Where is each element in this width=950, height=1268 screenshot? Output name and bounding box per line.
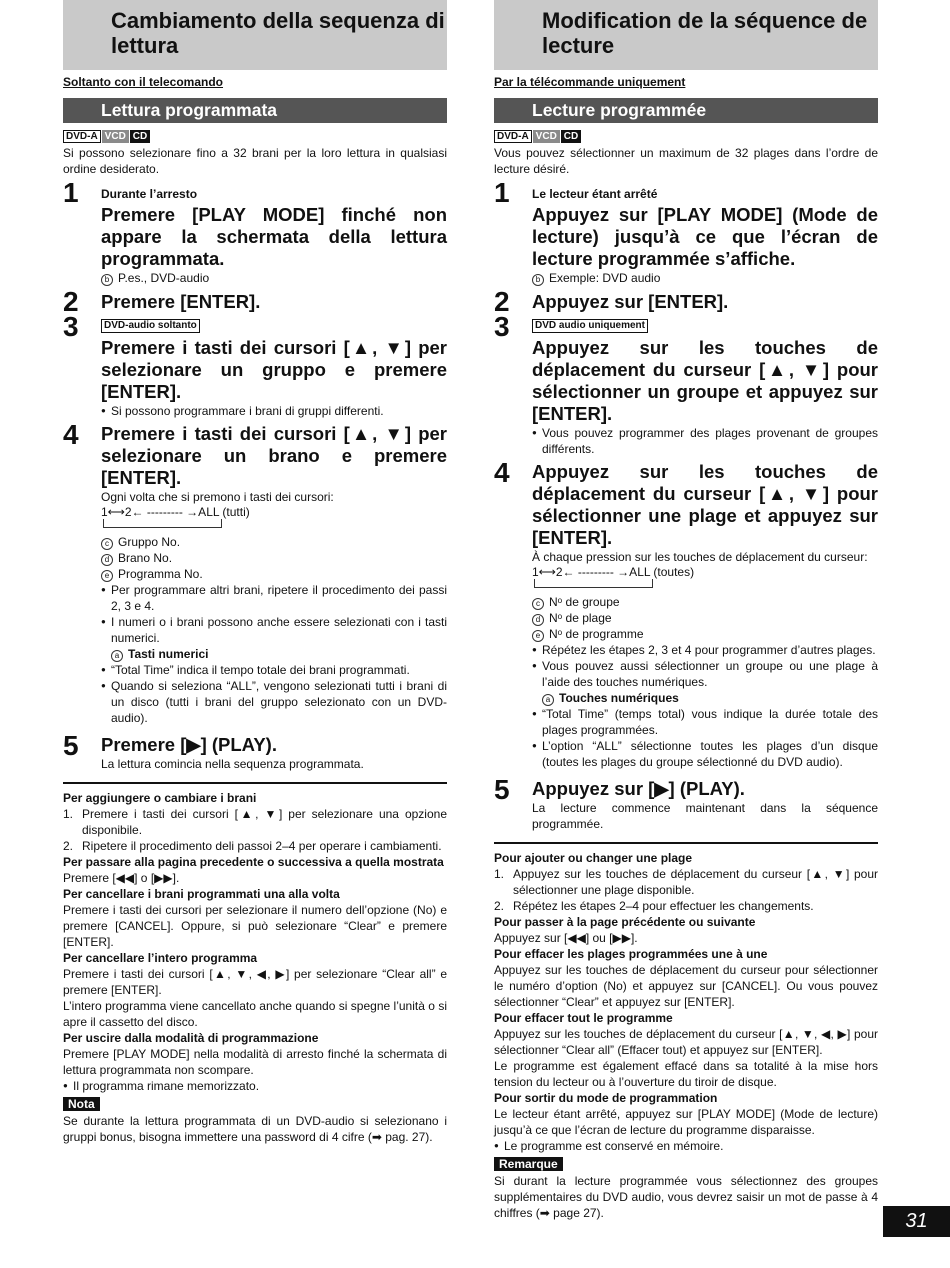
sequence-return-arrow [103, 519, 222, 528]
bullet: ● Quando si seleziona “ALL”, vengono selezionati tutti i brani di un disco (tutti i brani del gruppo selezionato con un DVD-audio). [101, 678, 447, 726]
callout-a-icon: a [542, 694, 554, 706]
step-number: 5 [63, 730, 79, 761]
callout-text: Programma No. [118, 567, 203, 581]
column-french [494, 0, 878, 1221]
subheading: Pour effacer les plages programmées une à une [494, 947, 768, 961]
step-5 [494, 774, 878, 832]
badge-vcd: VCD [102, 130, 129, 143]
paragraph: Appuyez sur [◀◀] ou [▶▶]. [494, 931, 638, 945]
step-2 [63, 286, 447, 317]
step-instruction: Premere [ENTER]. [101, 291, 261, 312]
step-number: 3 [63, 311, 79, 342]
step-instruction: Appuyez sur [ENTER]. [532, 291, 729, 312]
bullet: ● Vous pouvez programmer des plages provenant de groupes différents. [532, 425, 878, 457]
step-number: 1 [63, 177, 79, 208]
subheading: Per cancellare l’intero programma [63, 951, 258, 965]
step-text: À chaque pression sur les touches de déplacement du curseur: [532, 550, 868, 564]
page-title: Cambiamento della sequenza di lettura [63, 0, 447, 70]
bullet: ● Il programma rimane memorizzato. [63, 1078, 447, 1094]
step-number: 4 [63, 419, 79, 450]
step-3 [494, 311, 878, 457]
section-header: Lecture programmée [494, 98, 878, 123]
callout-b-icon: b [532, 274, 544, 286]
paragraph: Appuyez sur les touches de déplacement du curseur [▲, ▼, ◀, ▶] pour sélectionner “Clear all” (Effacer tout) et appuyez sur [ENTER]. [494, 1027, 878, 1057]
step-4 [63, 419, 447, 726]
sequence-diagram: 1⟷2← --------- →ALL (tutti) [101, 505, 250, 519]
remote-only-note: Soltanto con il telecomando [63, 75, 224, 89]
callout-text: Exemple: DVD audio [549, 271, 661, 285]
bullet: ● “Total Time” (temps total) vous indique la durée totale des plages programmées. [532, 706, 878, 738]
step-3 [63, 311, 447, 419]
callout-text: Tasti numerici [128, 647, 209, 661]
callout-b-icon: b [101, 274, 113, 286]
callout-text: Brano No. [118, 551, 173, 565]
callout-text: Nᵒ de plage [549, 611, 612, 625]
dvd-audio-only-tag: DVD audio uniquement [532, 319, 648, 333]
badge-vcd: VCD [533, 130, 560, 143]
step-number: 5 [494, 774, 510, 805]
subheading: Per aggiungere o cambiare i brani [63, 791, 257, 805]
callout-d-icon: d [532, 614, 544, 626]
step-number: 2 [494, 286, 510, 317]
subheading: Per uscire dalla modalità di programmazione [63, 1031, 319, 1045]
subheading: Per passare alla pagina precedente o successiva a quella mostrata [63, 855, 444, 869]
column-italian [63, 0, 447, 1145]
callout-text: Nᵒ de groupe [549, 595, 620, 609]
callout-e-icon: e [532, 630, 544, 642]
badge-dvd-a: DVD-A [63, 130, 101, 143]
disc-badges [494, 130, 878, 145]
step-4 [494, 457, 878, 770]
list-item: 2. Ripetere il procedimento deli passoi 2–4 per operare i cambiamenti. [63, 839, 442, 853]
step-instruction: Premere i tasti dei cursori [▲, ▼] per selezionare un gruppo e premere [ENTER]. [101, 337, 447, 402]
callout-c-icon: c [532, 598, 544, 610]
step-number: 3 [494, 311, 510, 342]
list-item: 1. Premere i tasti dei cursori [▲, ▼] per selezionare una opzione disponibile. [63, 807, 447, 837]
paragraph: Premere [◀◀] o [▶▶]. [63, 871, 180, 885]
step-number: 1 [494, 177, 510, 208]
subheading: Pour effacer tout le programme [494, 1011, 673, 1025]
sequence-return-arrow [534, 579, 653, 588]
step-text: La lettura comincia nella sequenza programmata. [101, 757, 364, 771]
dvd-audio-only-tag: DVD-audio soltanto [101, 319, 200, 333]
step-condition: Le lecteur étant arrêté [532, 187, 658, 201]
step-1 [494, 177, 878, 286]
step-text: La lecture commence maintenant dans la séquence programmée. [532, 801, 878, 831]
step-number: 2 [63, 286, 79, 317]
note-text: Se durante la lettura programmata di un DVD-audio si selezionano i gruppi bonus, bisogna immettere una password di 4 cifre (➡ pag. 27). [63, 1114, 447, 1144]
paragraph: Le programme est également effacé dans sa totalité à la mise hors tension du lecteur ou à l’ouverture du tiroir de disque. [494, 1059, 878, 1089]
step-condition: Durante l’arresto [101, 187, 198, 201]
badge-cd: CD [130, 130, 150, 143]
list-item: 1. Appuyez sur les touches de déplacement du curseur [▲, ▼] pour sélectionner une plage disponible. [494, 867, 878, 897]
bullet: ● Répétez les étapes 2, 3 et 4 pour programmer d’autres plages. [532, 642, 878, 658]
bullet: ● Si possono programmare i brani di gruppi differenti. [101, 403, 447, 419]
intro-text: Vous pouvez sélectionner un maximum de 32 plages dans l’ordre de lecture désiré. [494, 146, 878, 176]
note-text: Si durant la lecture programmée vous sélectionnez des groupes supplémentaires du DVD audio, vous devrez saisir un mot de passe à 4 chiffres (➡ page 27). [494, 1174, 878, 1220]
bullet: ● Vous pouvez aussi sélectionner un groupe ou une plage à l’aide des touches numériques. [532, 658, 878, 690]
section-header: Lettura programmata [63, 98, 447, 123]
sequence-diagram: 1⟷2← --------- →ALL (toutes) [532, 565, 695, 579]
callout-d-icon: d [101, 554, 113, 566]
callout-text: Gruppo No. [118, 535, 181, 549]
subheading: Pour passer à la page précédente ou suivante [494, 915, 756, 929]
note-label: Remarque [494, 1157, 563, 1171]
paragraph: Appuyez sur les touches de déplacement du curseur pour sélectionner le numéro d’option (No) et appuyez sur [CANCEL]. Ou vous pouvez sélectionner “Clear” et appuyez sur [ENTER]. [494, 963, 878, 1009]
subheading: Per cancellare i brani programmati una alla volta [63, 887, 340, 901]
step-instruction: Premere i tasti dei cursori [▲, ▼] per selezionare un brano e premere [ENTER]. [101, 423, 447, 488]
step-text: Ogni volta che si premono i tasti dei cursori: [101, 490, 334, 504]
callout-c-icon: c [101, 538, 113, 550]
badge-dvd-a: DVD-A [494, 130, 532, 143]
divider [63, 782, 447, 784]
subheading: Pour sortir du mode de programmation [494, 1091, 718, 1105]
disc-badges [63, 130, 447, 145]
bullet: ● “Total Time” indica il tempo totale dei brani programmati. [101, 662, 447, 678]
paragraph: Premere i tasti dei cursori [▲, ▼, ◀, ▶] per selezionare “Clear all” e premere [ENTER]. [63, 967, 447, 997]
step-instruction: Appuyez sur [PLAY MODE] (Mode de lecture) jusqu’à ce que l’écran de lecture programmée s’affiche. [532, 204, 878, 269]
step-instruction: Premere [PLAY MODE] finché non appare la schermata della lettura programmata. [101, 204, 447, 269]
list-item: 2. Répétez les étapes 2–4 pour effectuer les changements. [494, 899, 814, 913]
remote-only-note: Par la télécommande uniquement [494, 75, 686, 89]
step-1 [63, 177, 447, 286]
step-instruction: Premere [▶] (PLAY). [101, 734, 277, 755]
badge-cd: CD [561, 130, 581, 143]
bullet: ● Per programmare altri brani, ripetere il procedimento dei passi 2, 3 e 4. [101, 582, 447, 614]
bullet: ● L’option “ALL” sélectionne toutes les plages d’un disque (toutes les plages du groupe sélectionné du DVD audio). [532, 738, 878, 770]
paragraph: Le lecteur étant arrêté, appuyez sur [PLAY MODE] (Mode de lecture) jusqu’à ce que l’écran de lecture du programme disparaisse. [494, 1107, 878, 1137]
subheading: Pour ajouter ou changer une plage [494, 851, 693, 865]
callout-text: P.es., DVD-audio [118, 271, 210, 285]
paragraph: Premere [PLAY MODE] nella modalità di arresto finché la schermata di lettura programmata non scompare. [63, 1047, 447, 1077]
note-label: Nota [63, 1097, 100, 1111]
callout-text: Touches numériques [559, 691, 679, 705]
step-instruction: Appuyez sur [▶] (PLAY). [532, 778, 745, 799]
step-instruction: Appuyez sur les touches de déplacement du curseur [▲, ▼] pour sélectionner une plage et appuyez sur [ENTER]. [532, 461, 878, 548]
bullet: ● Le programme est conservé en mémoire. [494, 1138, 878, 1154]
callout-a-icon: a [111, 650, 123, 662]
step-5 [63, 730, 447, 772]
page-number: 31 [883, 1206, 950, 1237]
bullet: ● I numeri o i brani possono anche essere selezionati con i tasti numerici. [101, 614, 447, 646]
callout-e-icon: e [101, 570, 113, 582]
callout-text: Nᵒ de programme [549, 627, 644, 641]
step-instruction: Appuyez sur les touches de déplacement du curseur [▲, ▼] pour sélectionner un groupe et appuyez sur [ENTER]. [532, 337, 878, 424]
paragraph: L’intero programma viene cancellato anche quando si spegne l’unità o si apre il cassetto del disco. [63, 999, 447, 1029]
step-2 [494, 286, 878, 317]
intro-text: Si possono selezionare fino a 32 brani per la loro lettura in qualsiasi ordine desiderato. [63, 146, 447, 176]
step-number: 4 [494, 457, 510, 488]
divider [494, 842, 878, 844]
page-title: Modification de la séquence de lecture [494, 0, 878, 70]
paragraph: Premere i tasti dei cursori per selezionare il numero dell’opzione (No) e premere [CANCEL]. Oppure, si può selezionare “Clear” e premere [ENTER]. [63, 903, 447, 949]
